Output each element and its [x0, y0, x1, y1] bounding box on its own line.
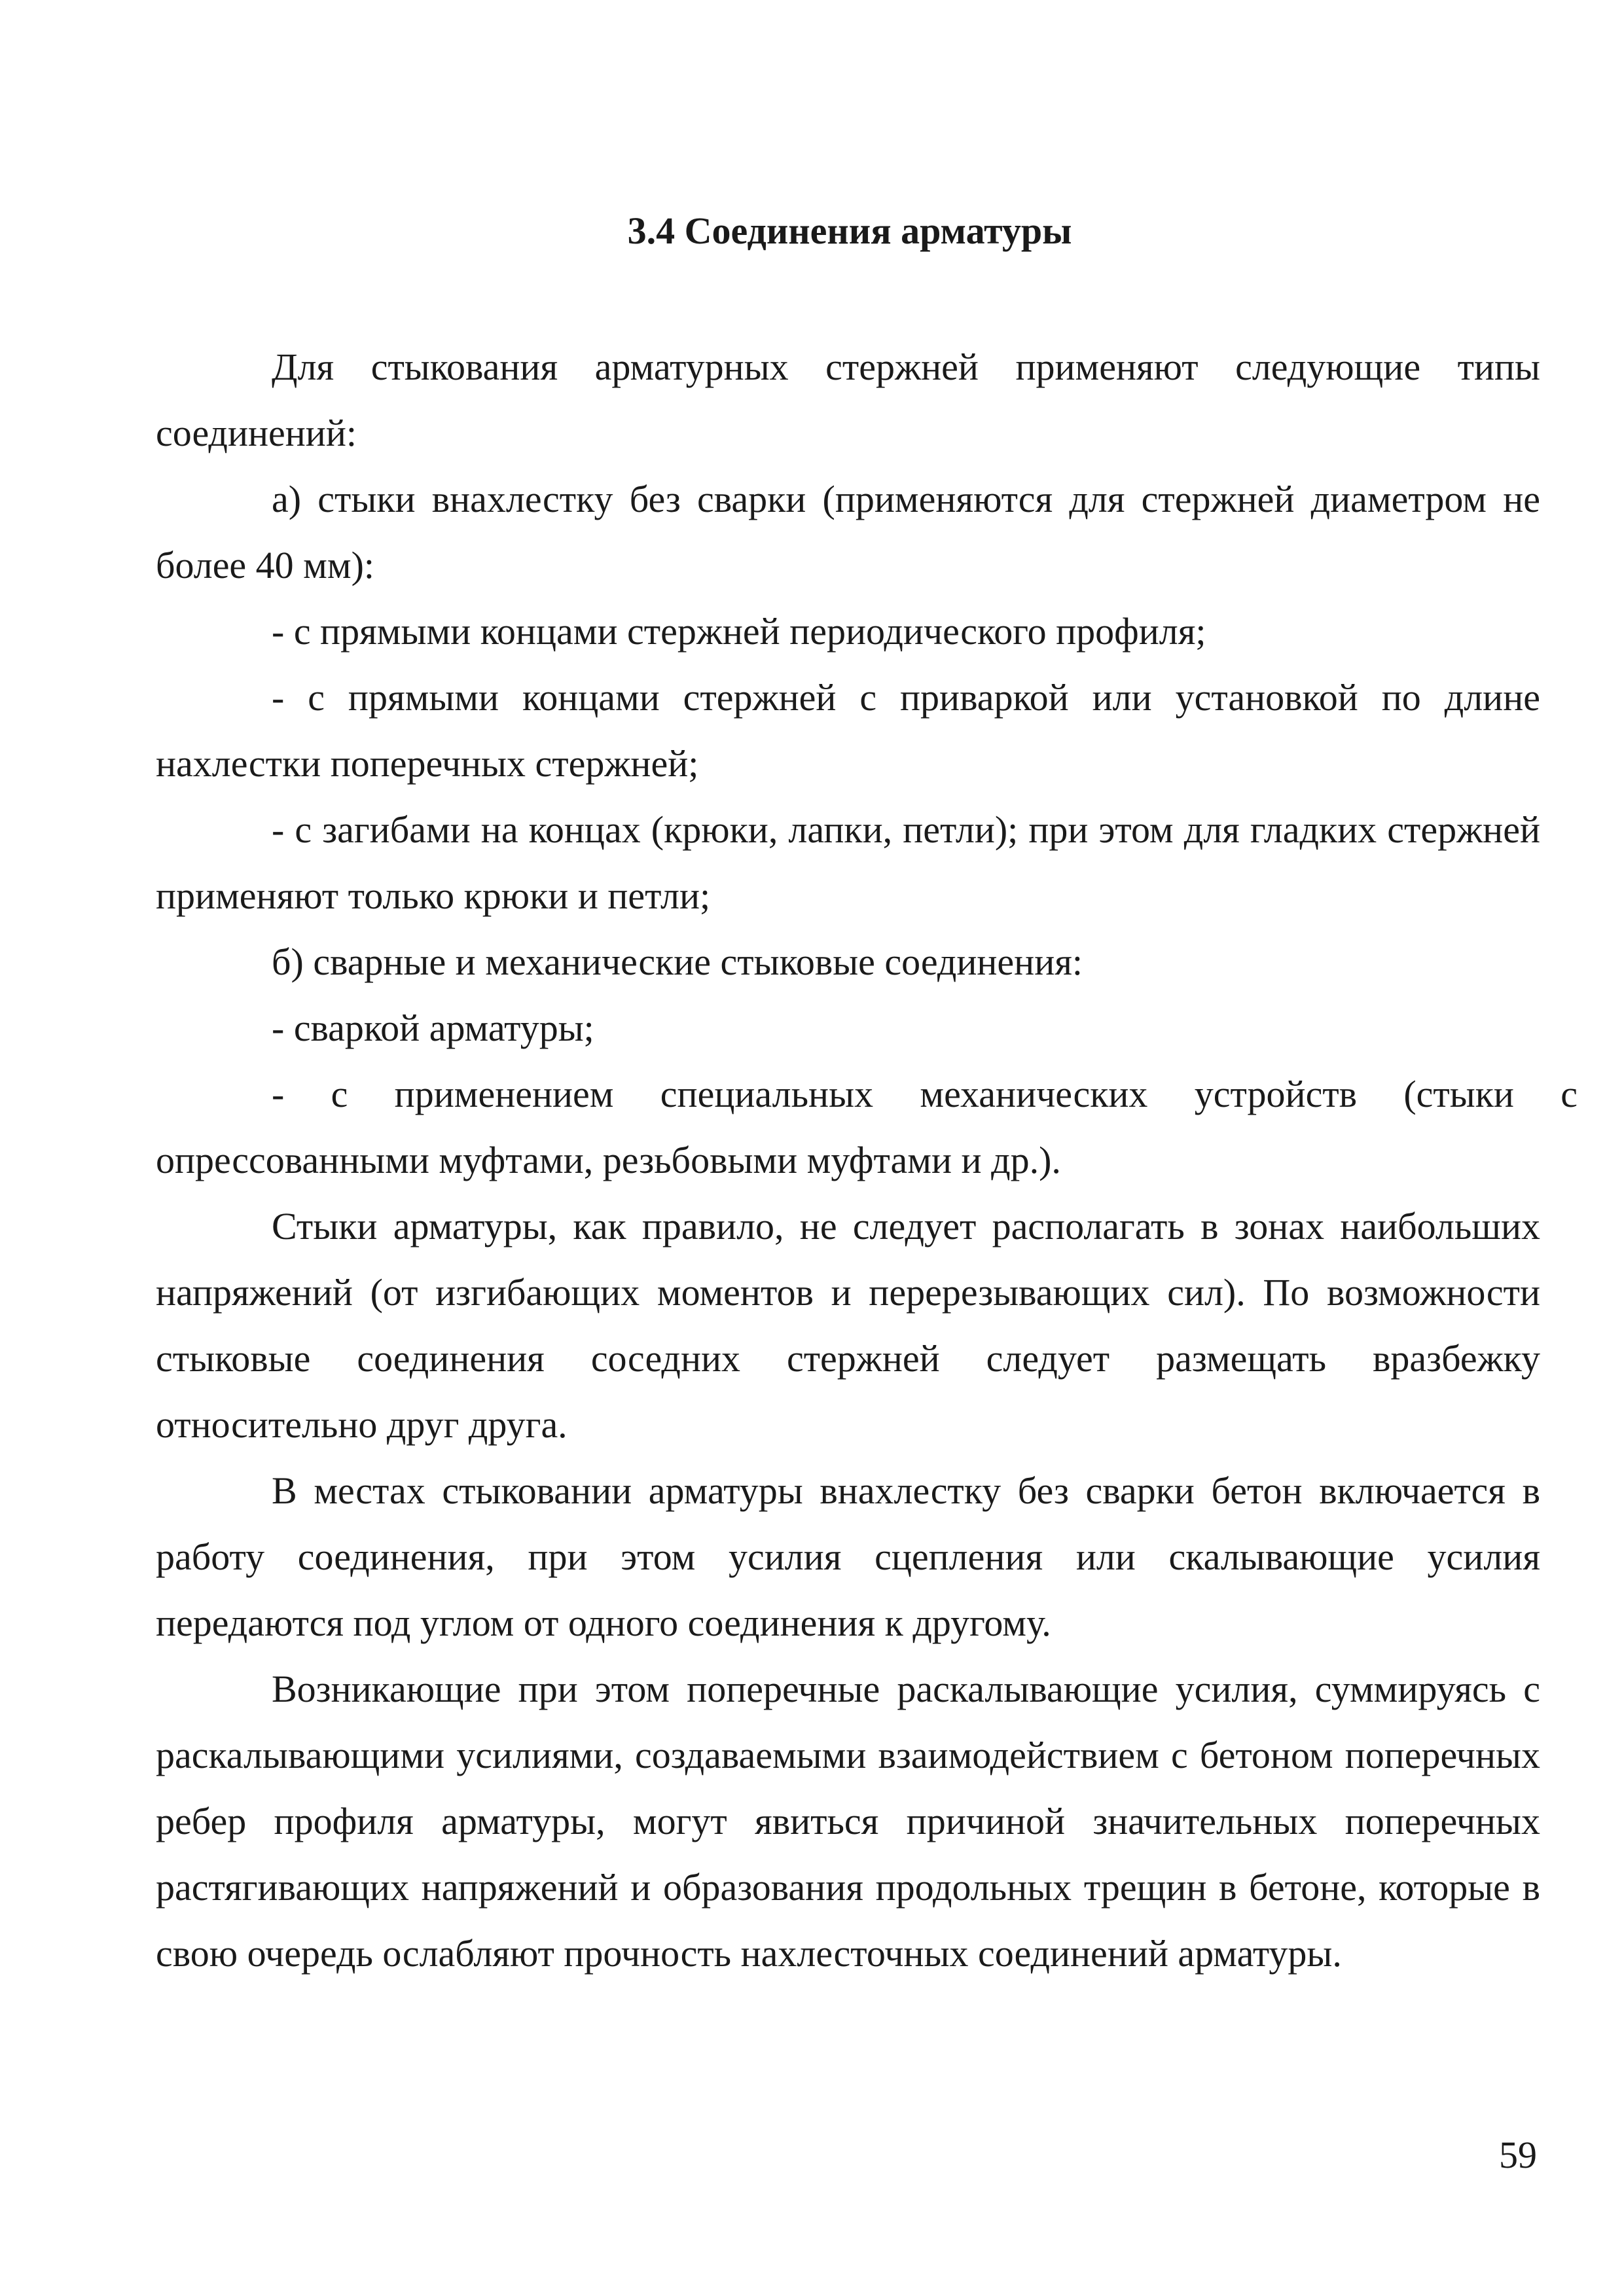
list-subitem-welding: - сваркой арматуры;: [272, 1007, 594, 1049]
section-heading: 3.4 Соединения арматуры: [627, 209, 1072, 252]
page-number: 59: [1499, 2134, 1537, 2176]
list-item-b: б) сварные и механические стыковые соединения:: [272, 941, 1083, 983]
paragraph-splitting-forces: Возникающие при этом поперечные раскалывающие усилия, суммируясь с раскалывающими усилиями, создаваемыми взаимодействием с бетоном поперечных ребер профиля арматуры, могут явиться причиной значительных поперечных растягивающих напряжений и образования продольных трещин в бетоне, которые в свою очередь ослабляют прочность нахлесточных соединений арматуры.: [156, 1668, 1540, 1975]
paragraph-intro: Для стыкования арматурных стержней применяют следующие типы соединений:: [156, 346, 1540, 454]
paragraph-splice-location: Стыки арматуры, как правило, не следует располагать в зонах наибольших напряжений (от изгибающих моментов и перерезывающих сил). По возможности стыковые соединения соседних стержней следует размещать вразбежку относительно друг друга.: [156, 1205, 1540, 1446]
list-item-a: а) стыки внахлестку без сварки (применяются для стержней диаметром не более 40 мм):: [156, 478, 1540, 586]
list-subitem-straight-ends: - с прямыми концами стержней периодического профиля;: [272, 610, 1206, 653]
body-text: [156, 334, 1578, 1986]
list-subitem-bent-ends: - с загибами на концах (крюки, лапки, петли); при этом для гладких стержней применяют только крюки и петли;: [156, 808, 1540, 917]
paragraph-lap-splice-concrete: В местах стыковании арматуры внахлестку без сварки бетон включается в работу соединения, при этом усилия сцепления или скалывающие усилия передаются под углом от одного соединения к другому.: [156, 1469, 1540, 1644]
list-subitem-mechanical: - с применением специальных механических устройств (стыки с опрессованными муфтами, резьбовыми муфтами и др.).: [156, 1073, 1578, 1181]
list-subitem-welded-cross-bars: - с прямыми концами стержней с приваркой или установкой по длине нахлестки поперечных стержней;: [156, 676, 1540, 785]
